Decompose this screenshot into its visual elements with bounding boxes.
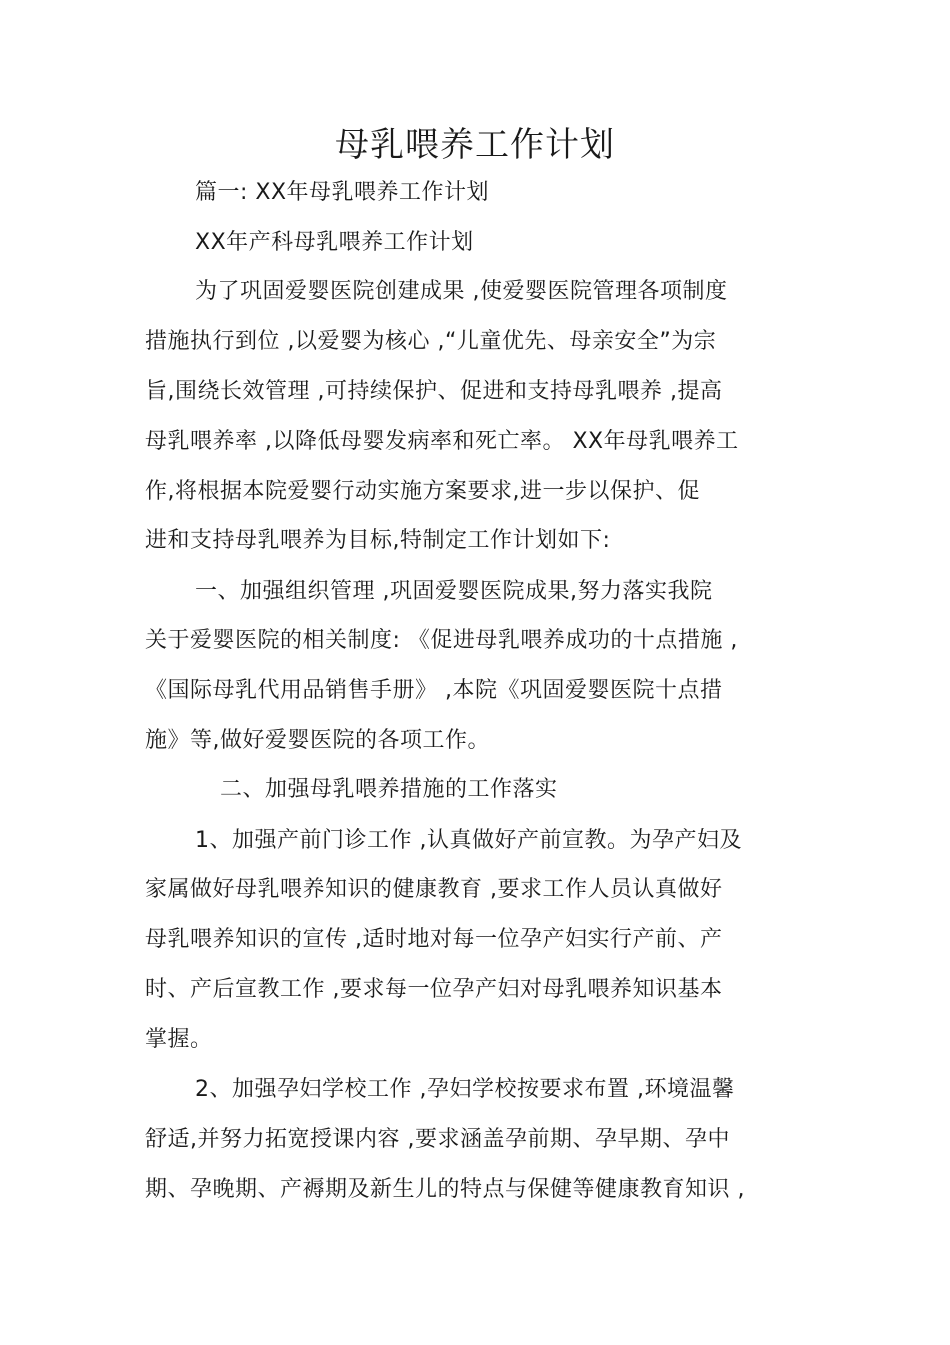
text-line: 舒适,并努力拓宽授课内容 ,要求涵盖孕前期、孕早期、孕中	[145, 1127, 730, 1152]
text-line: 旨,围绕长效管理 ,可持续保护、促进和支持母乳喂养 ,提高	[145, 379, 723, 404]
text-line: 母乳喂养知识的宣传 ,适时地对每一位孕产妇实行产前、产	[145, 927, 723, 952]
section-heading: 二、加强母乳喂养措施的工作落实	[220, 777, 558, 802]
text-line: 掌握。	[145, 1027, 213, 1052]
text-line: 母乳喂养率 ,以降低母婴发病率和死亡率。 XX年母乳喂养工	[145, 429, 739, 454]
text-line: 为了巩固爱婴医院创建成果 ,使爱婴医院管理各项制度	[195, 279, 728, 304]
text-line: 2、加强孕妇学校工作 ,孕妇学校按要求布置 ,环境温馨	[195, 1077, 735, 1102]
text-line: 1、加强产前门诊工作 ,认真做好产前宣教。为孕产妇及	[195, 828, 742, 853]
text-line: 家属做好母乳喂养知识的健康教育 ,要求工作人员认真做好	[145, 877, 723, 902]
text-line: 关于爱婴医院的相关制度: 《促进母乳喂养成功的十点措施 ,	[145, 628, 738, 653]
text-line: 时、产后宣教工作 ,要求每一位孕产妇对母乳喂养知识基本	[145, 977, 723, 1002]
text-line: 措施执行到位 ,以爱婴为核心 ,“儿童优先、母亲安全”为宗	[145, 329, 717, 354]
text-line: 一、加强组织管理 ,巩固爱婴医院成果,努力落实我院	[195, 579, 713, 604]
text-line: 作,将根据本院爱婴行动实施方案要求,进一步以保护、促	[145, 479, 700, 504]
text-line: 期、孕晚期、产褥期及新生儿的特点与保健等健康教育知识 ,	[145, 1177, 745, 1202]
document-title: 母乳喂养工作计划	[335, 125, 615, 165]
text-line: XX年产科母乳喂养工作计划	[195, 230, 474, 255]
text-line: 进和支持母乳喂养为目标,特制定工作计划如下:	[145, 528, 611, 553]
text-line: 篇一: XX年母乳喂养工作计划	[195, 180, 490, 205]
text-line: 《国际母乳代用品销售手册》 ,本院《巩固爱婴医院十点措	[145, 678, 723, 703]
text-line: 施》等,做好爱婴医院的各项工作。	[145, 728, 490, 753]
